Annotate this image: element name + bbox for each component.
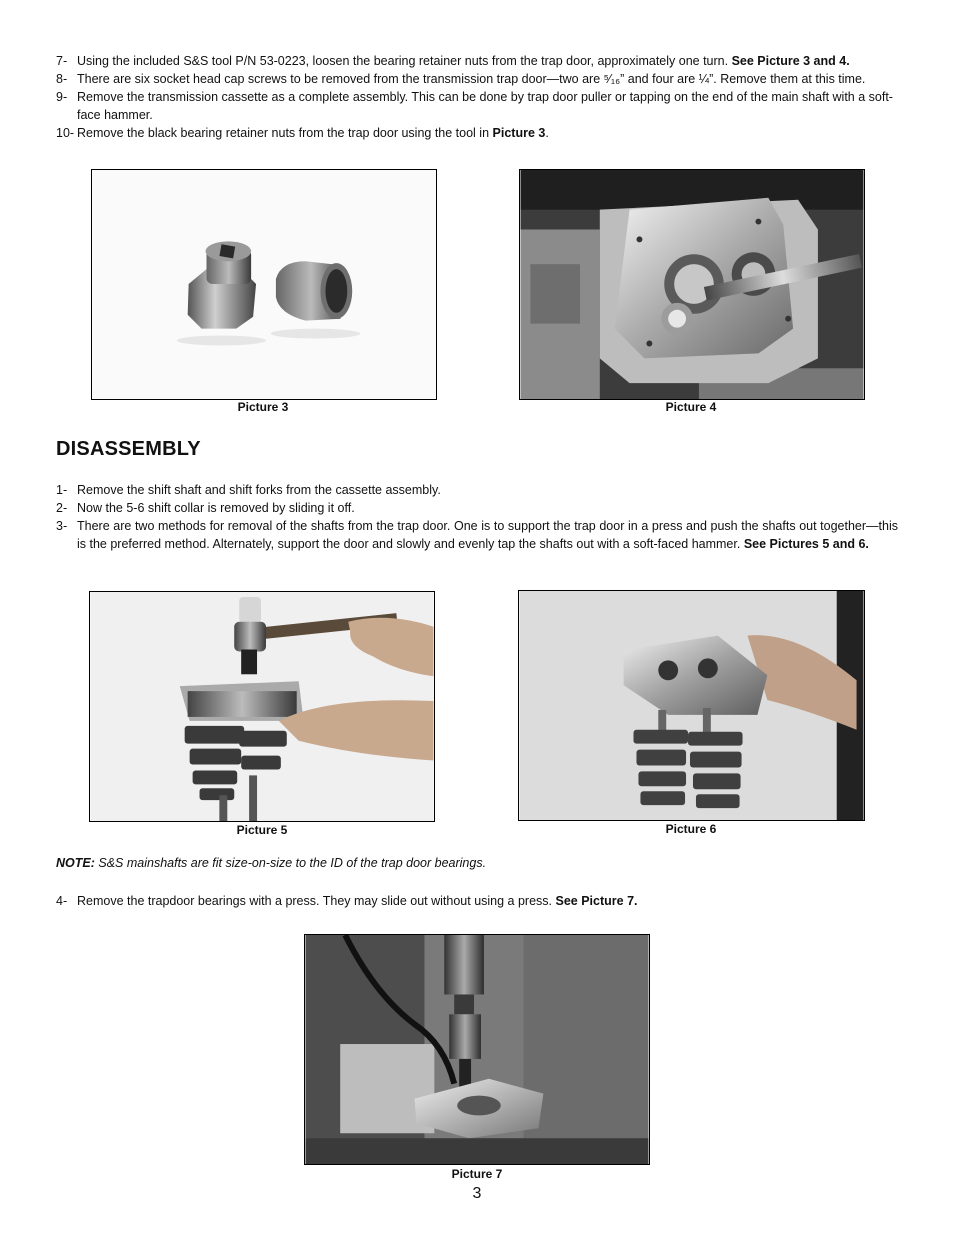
- step-number: 4-: [56, 894, 68, 908]
- step-reference: Picture 3: [492, 126, 546, 140]
- page-number: 3: [472, 1185, 482, 1202]
- step-8: [56, 70, 898, 88]
- step-reference: See Picture 3 and 4.: [731, 54, 850, 68]
- step-7: [56, 52, 898, 70]
- disassembly-step-1: [56, 481, 898, 499]
- note: [56, 856, 486, 870]
- disassembly-step-3: [56, 517, 898, 553]
- step-reference: See Pictures 5 and 6.: [743, 537, 869, 551]
- step-reference: See Picture 7.: [555, 894, 638, 908]
- step-text: Remove the transmission cassette as a complete assembly. This can be done by trap door puller or tapping on the end of the main shaft with a soft-face hammer.: [77, 90, 893, 122]
- disassembly-step-4: [56, 892, 898, 910]
- step-number: 3-: [56, 519, 68, 533]
- picture-4-caption: Picture 4: [665, 400, 717, 414]
- step-9: [56, 88, 898, 124]
- disassembly-step-2: [56, 499, 898, 517]
- picture-7-image: [304, 934, 650, 1165]
- step-number: 8-: [56, 72, 68, 86]
- note-text: S&S mainshafts are fit size-on-size to the ID of the trap door bearings.: [94, 856, 487, 870]
- picture-7-caption: Picture 7: [451, 1167, 503, 1181]
- step-text: Now the 5-6 shift collar is removed by sliding it off.: [77, 501, 355, 515]
- step-text: Remove the black bearing retainer nuts from the trap door using the tool in: [77, 126, 493, 140]
- picture-4-image: [519, 169, 865, 400]
- note-label: NOTE:: [56, 856, 95, 870]
- step-text: Remove the trapdoor bearings with a press. They may slide out without using a press.: [77, 894, 556, 908]
- picture-3-caption: Picture 3: [237, 400, 289, 414]
- step-10: 10- Remove the black bearing retainer nuts from the trap door using the tool in Picture 3.: [56, 126, 549, 140]
- step-text: There are two methods for removal of the shafts from the trap door. One is to support the trap door in a press and push the shafts out together—this is the preferred method. Alternately, support the door and slowly and evenly tap the shafts out with a soft-faced hammer.: [77, 519, 898, 551]
- step-text: Remove the shift shaft and shift forks from the cassette assembly.: [77, 483, 441, 497]
- picture-6-image: [518, 590, 865, 821]
- picture-6-caption: Picture 6: [665, 822, 717, 836]
- step-number: 9-: [56, 90, 68, 104]
- step-number: 10-: [56, 126, 75, 140]
- step-number: 7-: [56, 54, 68, 68]
- picture-5-image: [89, 591, 435, 822]
- picture-3-image: [91, 169, 437, 400]
- section-heading-disassembly: DISASSEMBLY: [56, 438, 201, 460]
- step-text: There are six socket head cap screws to be removed from the transmission trap door—two are ⁵⁄₁₆” and four are ¼”. Remove them at this time.: [77, 72, 866, 86]
- step-number: 1-: [56, 483, 68, 497]
- step-text: Using the included S&S tool P/N 53-0223, loosen the bearing retainer nuts from the trap door, approximately one turn.: [77, 54, 732, 68]
- picture-5-caption: Picture 5: [236, 823, 288, 837]
- step-number: 2-: [56, 501, 68, 515]
